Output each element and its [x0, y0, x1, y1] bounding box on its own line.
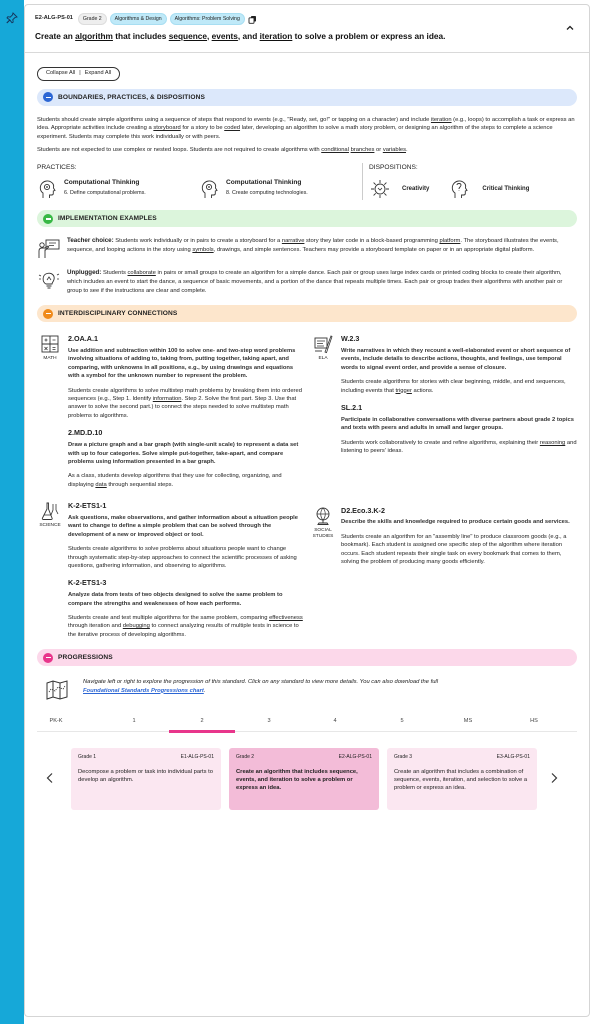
progressions-chart-link[interactable]: Foundational Standards Progressions chart: [83, 687, 204, 694]
social-studies-connection: SOCIAL STUDIES D2.Eco.3.K-2 Describe the skills and knowledge required to produce certain goods and services. Students create an algorithm for an "assembly line" to produce classroom goods (e.g., a bookmark). Each student is assigned one specific step of the algorithm where iteration occurs. Each student repeats their single task on every bookmark that comes to them, solving the problem of producing many goods efficiently.: [312, 505, 570, 566]
section-header-progressions[interactable]: PROGRESSIONS: [37, 649, 577, 666]
math-connection: MATH 2.OA.A.1 Use addition and subtraction within 100 to solve one- and two-step word problems involving situations of adding to, taking from, putting together, taking apart, and comparing, with unknowns in all positions, e.g., by using drawings and equations with a symbol for the unknown number to represent the problem. Students create algorithms to solve multistep math problems by breaking them into ordered sequences (e.g., Step 1. Identify information. Step 2. Solve the first part. Step 3. Use that answer to solve the second part.) to connect the steps needed to solve multistep math problems to algorithms. 2.MD.D.10 Draw a picture graph and a bar graph (with single-unit scale) to represent a data set with up to four categories. Solve simple put-together, take-apart, and compare problems using information presented in a bar graph. As a class, students develop algorithms that they use for collecting, organizing, and displaying data through sequential steps.: [37, 334, 304, 497]
grade-tab[interactable]: HS: [530, 718, 538, 725]
standard-header[interactable]: [25, 5, 589, 53]
progression-card[interactable]: Grade 1 E1-ALG-PS-01 Decompose a problem or task into individual parts to develop an algorithm.: [71, 748, 221, 810]
collapse-icon[interactable]: [43, 92, 53, 102]
subtopic-pill: Algorithms: Problem Solving: [170, 13, 245, 25]
section-header-interdisciplinary[interactable]: INTERDISCIPLINARY CONNECTIONS: [37, 305, 577, 322]
practices-label: PRACTICES:: [37, 164, 77, 172]
gear-head-icon: [199, 178, 221, 200]
collapse-expand-toggle: Collapse All | Expand All: [37, 67, 120, 81]
science-icon: [40, 501, 60, 521]
grade-pill: Grade 2: [78, 13, 107, 25]
section-header-implementation[interactable]: IMPLEMENTATION EXAMPLES: [37, 210, 577, 227]
grade-tab[interactable]: 5: [400, 718, 404, 725]
disposition-critical-thinking: Critical Thinking: [482, 186, 530, 193]
collapse-icon[interactable]: [43, 653, 53, 663]
creativity-icon: [369, 178, 391, 200]
practice-item: Computational Thinking 8. Create computing technologies.: [199, 178, 361, 200]
collapse-icon[interactable]: [43, 214, 53, 224]
standard-title: Create an algorithm that includes sequence, events, and iteration to solve a problem or express an idea.: [35, 31, 446, 42]
expand-all-button[interactable]: Expand All: [84, 70, 112, 76]
topic-pill: Algorithms & Design: [110, 13, 167, 25]
disposition-creativity: Creativity: [402, 186, 430, 193]
progression-card[interactable]: Grade 3 E3-ALG-PS-01 Create an algorithm that includes a combination of sequence, events, iteration, and selection to solve a problem or express an idea.: [387, 748, 537, 810]
progression-card-current[interactable]: Grade 2 E2-ALG-PS-01 Create an algorithm that includes sequence, events, and iteration to solve a problem or express an idea.: [229, 748, 379, 810]
progression-carousel: [37, 748, 577, 810]
grade-tab[interactable]: 3: [267, 718, 271, 725]
implementation-unplugged: Unplugged: Students collaborate in pairs or small groups to create an algorithm for a simple dance. Each pair or group uses large index cards or printed coding blocks to create their algorithm, which includes an event to start the dance, a sequence of basic movements, and a portion of the dance that repeats multiple times. Each pair or group trades their algorithms with another pair or group to see if the instructions are clear and complete.: [37, 269, 577, 295]
unplugged-bulb-icon: [37, 269, 61, 293]
map-icon: [45, 678, 69, 702]
ela-connection: ELA W.2.3 Write narratives in which they recount a well-elaborated event or short sequence of events, include details to describe actions, thoughts, and feelings, use temporal words to signal event order, and provide a sense of closure. Students create algorithms for stories with clear beginning, middle, and end sequences, including events that trigger actions. SL.2.1 Participate in collaborative conversations with diverse partners about grade 2 topics and texts with peers and adults in small and larger groups. Students work collaboratively to create and refine algorithms, explaining their reasoning and listening to peers' ideas.: [310, 334, 577, 463]
math-icon: [40, 334, 60, 354]
standard-card: [24, 4, 590, 1017]
standard-code: E2-ALG-PS-01: [35, 15, 73, 22]
grade-level-tabs: [37, 718, 577, 734]
teacher-board-icon: [37, 237, 61, 261]
boundaries-limits-paragraph: Students are not expected to use complex or nested loops. Students are not required to create algorithms with conditional branches or variables.: [37, 146, 408, 153]
grade-tab[interactable]: PK-K: [49, 718, 63, 725]
chevron-left-icon[interactable]: [45, 772, 55, 784]
grade-tab[interactable]: 4: [333, 718, 337, 725]
critical-thinking-icon: [449, 178, 471, 200]
grade-tab[interactable]: 1: [132, 718, 136, 725]
progressions-intro: Navigate left or right to explore the progression of this standard. Click on any standard to view more details. You can also download the full Foundational Standards Progressions chart.: [37, 678, 577, 702]
social-studies-icon: [313, 506, 333, 526]
selected-grade-indicator: [169, 730, 235, 732]
collapse-all-button[interactable]: Collapse All: [46, 70, 76, 76]
chevron-right-icon[interactable]: [549, 772, 559, 784]
gear-head-icon: [37, 178, 59, 200]
grade-tab-selected[interactable]: 2: [200, 718, 204, 725]
dispositions-label: DISPOSITIONS:: [369, 164, 418, 172]
practice-item: Computational Thinking 6. Define computational problems.: [37, 178, 199, 200]
boundaries-paragraph: Students should create simple algorithms using a sequence of steps that respond to events (e.g., "Ready, set, go!" or tapping on a character) and include iteration (e.g., loops) to accomplish a task or express an idea. Appropriate activities include creating a storyboard for a story to be coded later, developing an algorithm to solve a math story problem, or designing an algorithm of the steps to complete a science experiment. Students may complete this work individually or with peers.: [37, 116, 575, 140]
left-accent-bar: [0, 0, 24, 1024]
section-header-boundaries[interactable]: BOUNDARIES, PRACTICES, & DISPOSITIONS: [37, 89, 577, 106]
ela-icon: [313, 334, 333, 354]
pin-icon[interactable]: [6, 12, 18, 24]
grade-tab[interactable]: MS: [463, 718, 473, 725]
science-connection: SCIENCE K-2-ETS1-1 Ask questions, make observations, and gather information about a situation people want to change to define a simple problem that can be solved through the development of a new or improved object or tool. Students create algorithms to solve problems about situations people want to change through systematic step-by-step approaches to connect the scientific processes of asking questions, gathering information, and observing to algorithms. K-2-ETS1-3 Analyze data from tests of two objects designed to solve the same problem to compare the strengths and weaknesses of how each performs. Students create and test multiple algorithms for the same problem, comparing effectiveness through iteration and debugging to connect analyzing results of multiple tests in science to the iterative process of developing algorithms.: [39, 501, 303, 638]
collapse-icon[interactable]: [43, 309, 53, 319]
implementation-teacher-choice: Teacher choice: Students work individually or in pairs to create a storyboard for a narrative story they later code in a block-based programming platform. The storyboard illustrates the events, sequence, and looping actions in the story using symbols, drawings, and simple sentences. Teachers may provide a storyboard template on paper or in an appropriate digital platform.: [37, 237, 577, 261]
chevron-up-icon[interactable]: [565, 23, 575, 33]
copy-icon[interactable]: [248, 15, 257, 24]
